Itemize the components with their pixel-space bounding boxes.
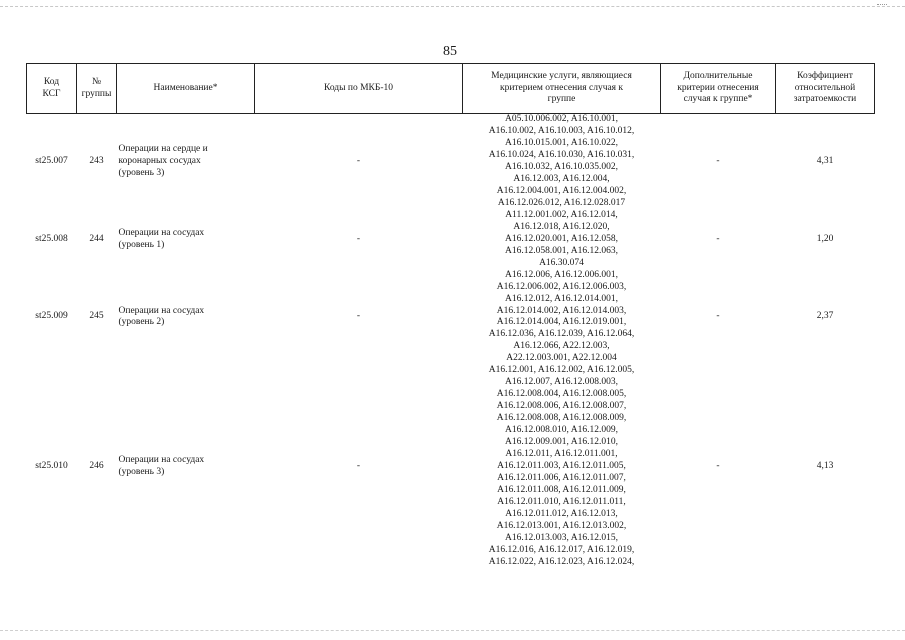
extra-criteria: - [716,155,720,166]
table-header-row [27,64,875,114]
extra-criteria: - [716,461,720,472]
ksg-code: st25.007 [35,155,68,166]
medical-services: A16.12.006, A16.12.006.001, A16.12.006.002, A16.12.006.003, A16.12.012, A16.12.014.001, A16.12.014.002, A16.12.014.003, A16.12.014.004, A16.12.019.001, A16.12.036, A16.12.039, A16.12.064, A16.12.066, A22.12.003, A22.12.003.001, A22.12.004 [488,269,635,364]
mkb-codes: - [356,233,361,244]
table-row [27,114,875,210]
group-number: 243 [89,155,104,166]
medical-services: A16.12.001, A16.12.002, A16.12.005, A16.12.007, A16.12.008.003, A16.12.008.004, A16.12.008.005, A16.12.008.006, A16.12.008.007, A16.12.008.008, A16.12.008.009, A16.12.008.010, A16.12.009, A16.12.009.001, A16.12.010, A16.12.011, A16.12.011.001, A16.12.011.003, A16.12.011.005, A16.12.011.006, A16.12.011.007, A16.12.011.008, A16.12.011.009, A16.12.011.010, A16.12.011.011, A16.12.011.012, A16.12.013, A16.12.013.001, A16.12.013.002, A16.12.013.003, A16.12.015, A16.12.016, A16.12.017, A16.12.019, A16.12.022, A16.12.023, A16.12.024, [488,365,635,567]
header-coef: Коэффициент относительной затратоемкости [776,64,875,114]
header-code: Код КСГ [27,64,77,114]
cost-coefficient: 4,13 [816,461,834,472]
ksg-code: st25.008 [35,233,68,244]
cost-coefficient: 2,37 [816,311,834,322]
group-name: Операции на сосудах (уровень 3) [118,455,205,478]
ksg-code: st25.009 [35,311,68,322]
table-row [27,210,875,270]
mkb-codes: - [356,155,361,166]
ksg-code: st25.010 [35,461,68,472]
bottom-scan-rule [0,630,905,631]
cost-coefficient: 1,20 [816,233,834,244]
mkb-codes: - [356,461,361,472]
medical-services: A05.10.006.002, A16.10.001, A16.10.002, A16.10.003, A16.10.012, A16.10.015.001, A16.10.022, A16.10.024, A16.10.030, A16.10.031, A16.10.032, A16.10.035.002, A16.12.003, A16.12.004, A16.12.004.001, A16.12.004.002, A16.12.026.012, A16.12.028.017 [488,114,635,208]
group-number: 246 [89,461,104,472]
group-number: 244 [89,233,104,244]
group-number: 245 [89,311,104,322]
header-services: Медицинские услуги, являющиеся критерием отнесения случая к группе [463,64,661,114]
header-mkb: Коды по МКБ-10 [255,64,463,114]
corner-scan-mark [877,4,887,11]
page-number: 85 [443,44,457,59]
header-extra: Дополнительные критерии отнесения случая к группе* [661,64,776,114]
extra-criteria: - [716,233,720,244]
group-name: Операции на сосудах (уровень 1) [118,227,205,250]
cost-coefficient: 4,31 [816,155,834,166]
header-name: Наименование* [117,64,255,114]
top-scan-rule [0,6,905,7]
mkb-codes: - [356,311,361,322]
extra-criteria: - [716,311,720,322]
group-name: Операции на сосудах (уровень 2) [118,305,205,328]
group-name: Операции на сердце и коронарных сосудах (уровень 3) [118,143,208,178]
table-row [27,365,875,568]
table-row [27,270,875,366]
ksg-table [26,63,875,569]
medical-services: A11.12.001.002, A16.12.014, A16.12.018, A16.12.020, A16.12.020.001, A16.12.058, A16.12.058.001, A16.12.063, A16.30.074 [505,209,618,268]
header-group: № группы [77,64,117,114]
